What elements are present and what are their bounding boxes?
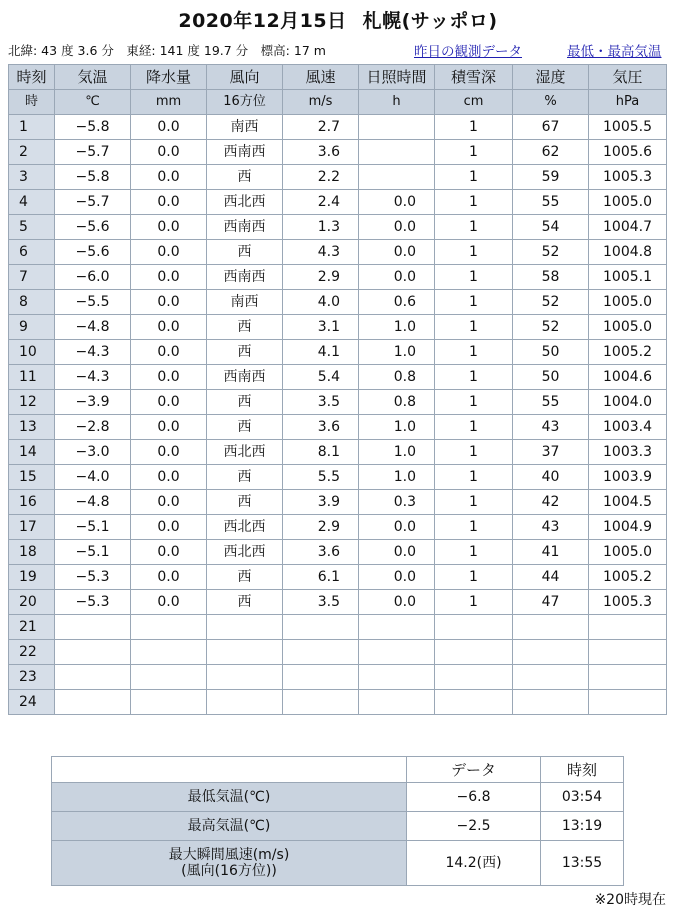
cell-wind-speed: 2.2 <box>283 165 359 190</box>
cell-time: 3 <box>9 165 55 190</box>
cell-wind-speed <box>283 640 359 665</box>
cell-sunshine: 1.0 <box>359 415 435 440</box>
summary-header-item <box>52 757 407 783</box>
cell-precipitation: 0.0 <box>131 190 207 215</box>
cell-pressure: 1003.3 <box>589 440 667 465</box>
cell-wind-direction <box>207 615 283 640</box>
cell-wind-speed: 5.5 <box>283 465 359 490</box>
col-unit-wind-direction: 16方位 <box>207 90 283 115</box>
cell-temperature: −4.8 <box>55 315 131 340</box>
cell-snow-depth: 1 <box>435 565 513 590</box>
cell-precipitation: 0.0 <box>131 115 207 140</box>
cell-temperature: −4.3 <box>55 340 131 365</box>
page-title <box>0 6 676 33</box>
cell-precipitation: 0.0 <box>131 215 207 240</box>
cell-snow-depth: 1 <box>435 315 513 340</box>
cell-humidity: 67 <box>513 115 589 140</box>
cell-snow-depth: 1 <box>435 140 513 165</box>
cell-time: 19 <box>9 565 55 590</box>
cell-time: 10 <box>9 340 55 365</box>
table-row <box>9 615 667 640</box>
table-row <box>9 215 667 240</box>
cell-temperature <box>55 690 131 715</box>
table-row <box>9 115 667 140</box>
cell-pressure <box>589 690 667 715</box>
cell-humidity: 62 <box>513 140 589 165</box>
cell-sunshine <box>359 665 435 690</box>
cell-time: 24 <box>9 690 55 715</box>
cell-pressure: 1004.8 <box>589 240 667 265</box>
cell-humidity <box>513 640 589 665</box>
cell-temperature: −5.1 <box>55 540 131 565</box>
summary-header-time: 時刻 <box>541 757 624 783</box>
table-row <box>9 315 667 340</box>
cell-wind-direction: 西北西 <box>207 540 283 565</box>
summary-time: 03:54 <box>541 783 624 812</box>
cell-time: 14 <box>9 440 55 465</box>
cell-wind-direction: 西 <box>207 240 283 265</box>
table-row <box>9 265 667 290</box>
cell-temperature <box>55 640 131 665</box>
table-row <box>9 290 667 315</box>
cell-time: 16 <box>9 490 55 515</box>
cell-pressure <box>589 640 667 665</box>
cell-wind-speed: 3.6 <box>283 540 359 565</box>
cell-precipitation: 0.0 <box>131 440 207 465</box>
min-max-temp-link[interactable]: 最低・最高気温 <box>567 44 662 60</box>
summary-header-value: データ <box>407 757 541 783</box>
cell-sunshine: 0.0 <box>359 590 435 615</box>
cell-sunshine: 0.6 <box>359 290 435 315</box>
cell-time: 6 <box>9 240 55 265</box>
col-header-precipitation: 降水量 <box>131 65 207 90</box>
table-header-row <box>9 65 667 90</box>
cell-humidity: 47 <box>513 590 589 615</box>
cell-wind-direction: 西 <box>207 490 283 515</box>
table-row <box>9 340 667 365</box>
daily-summary-table <box>51 756 624 886</box>
cell-wind-direction <box>207 640 283 665</box>
cell-pressure: 1003.4 <box>589 415 667 440</box>
cell-wind-direction: 南西 <box>207 290 283 315</box>
cell-sunshine: 0.3 <box>359 490 435 515</box>
cell-pressure: 1005.3 <box>589 165 667 190</box>
col-header-time: 時刻 <box>9 65 55 90</box>
cell-wind-speed: 2.9 <box>283 515 359 540</box>
cell-temperature: −5.8 <box>55 115 131 140</box>
table-row <box>9 465 667 490</box>
col-header-humidity: 湿度 <box>513 65 589 90</box>
table-row <box>9 640 667 665</box>
cell-wind-direction: 西北西 <box>207 515 283 540</box>
cell-pressure: 1005.2 <box>589 565 667 590</box>
cell-temperature: −4.8 <box>55 490 131 515</box>
cell-wind-direction: 西 <box>207 390 283 415</box>
cell-pressure: 1005.0 <box>589 315 667 340</box>
cell-pressure: 1005.0 <box>589 290 667 315</box>
cell-sunshine <box>359 615 435 640</box>
cell-sunshine <box>359 140 435 165</box>
cell-pressure: 1004.9 <box>589 515 667 540</box>
cell-precipitation: 0.0 <box>131 590 207 615</box>
col-unit-snow-depth: cm <box>435 90 513 115</box>
table-row <box>9 365 667 390</box>
cell-humidity <box>513 615 589 640</box>
cell-snow-depth: 1 <box>435 215 513 240</box>
cell-time: 13 <box>9 415 55 440</box>
cell-wind-speed: 2.7 <box>283 115 359 140</box>
cell-sunshine: 0.0 <box>359 240 435 265</box>
cell-time: 9 <box>9 315 55 340</box>
cell-wind-speed: 2.4 <box>283 190 359 215</box>
cell-snow-depth: 1 <box>435 365 513 390</box>
cell-humidity: 52 <box>513 240 589 265</box>
cell-humidity: 43 <box>513 515 589 540</box>
cell-sunshine: 1.0 <box>359 315 435 340</box>
summary-label: 最低気温(℃) <box>52 783 407 812</box>
cell-wind-direction: 西 <box>207 590 283 615</box>
cell-temperature: −6.0 <box>55 265 131 290</box>
cell-sunshine: 1.0 <box>359 465 435 490</box>
table-row <box>9 515 667 540</box>
cell-precipitation: 0.0 <box>131 490 207 515</box>
cell-precipitation: 0.0 <box>131 515 207 540</box>
cell-precipitation: 0.0 <box>131 315 207 340</box>
cell-sunshine: 0.8 <box>359 365 435 390</box>
cell-humidity: 41 <box>513 540 589 565</box>
cell-temperature: −5.7 <box>55 140 131 165</box>
cell-wind-direction: 西南西 <box>207 365 283 390</box>
cell-humidity: 50 <box>513 365 589 390</box>
cell-humidity: 52 <box>513 290 589 315</box>
cell-precipitation: 0.0 <box>131 140 207 165</box>
cell-time: 22 <box>9 640 55 665</box>
col-unit-temperature: ℃ <box>55 90 131 115</box>
cell-snow-depth: 1 <box>435 340 513 365</box>
col-unit-time: 時 <box>9 90 55 115</box>
cell-time: 5 <box>9 215 55 240</box>
summary-value: −6.8 <box>407 783 541 812</box>
cell-snow-depth: 1 <box>435 265 513 290</box>
col-unit-sunshine: h <box>359 90 435 115</box>
cell-humidity: 40 <box>513 465 589 490</box>
summary-time: 13:19 <box>541 812 624 841</box>
cell-wind-direction: 西北西 <box>207 190 283 215</box>
cell-wind-speed: 4.3 <box>283 240 359 265</box>
summary-row <box>52 783 624 812</box>
cell-sunshine: 0.0 <box>359 265 435 290</box>
title-location: 札幌(サッポロ) <box>362 10 498 32</box>
cell-wind-speed: 2.9 <box>283 265 359 290</box>
cell-precipitation: 0.0 <box>131 565 207 590</box>
cell-wind-direction: 西 <box>207 415 283 440</box>
table-row <box>9 540 667 565</box>
summary-time: 13:55 <box>541 841 624 886</box>
cell-pressure: 1003.9 <box>589 465 667 490</box>
cell-humidity <box>513 690 589 715</box>
cell-wind-direction <box>207 690 283 715</box>
cell-temperature: −5.8 <box>55 165 131 190</box>
cell-wind-direction: 西南西 <box>207 265 283 290</box>
table-row <box>9 390 667 415</box>
cell-snow-depth: 1 <box>435 115 513 140</box>
cell-wind-direction: 西南西 <box>207 215 283 240</box>
cell-wind-speed: 4.0 <box>283 290 359 315</box>
cell-pressure: 1005.3 <box>589 590 667 615</box>
title-date: 2020年12月15日 <box>178 10 347 32</box>
col-header-sunshine: 日照時間 <box>359 65 435 90</box>
cell-temperature: −5.6 <box>55 240 131 265</box>
cell-wind-direction: 西南西 <box>207 140 283 165</box>
summary-label: 最大瞬間風速(m/s) (風向(16方位)) <box>52 841 407 886</box>
cell-sunshine: 0.0 <box>359 190 435 215</box>
table-row <box>9 140 667 165</box>
cell-wind-speed: 3.5 <box>283 390 359 415</box>
table-row <box>9 665 667 690</box>
cell-precipitation <box>131 665 207 690</box>
cell-precipitation: 0.0 <box>131 240 207 265</box>
cell-pressure: 1004.7 <box>589 215 667 240</box>
cell-humidity: 42 <box>513 490 589 515</box>
cell-temperature: −4.0 <box>55 465 131 490</box>
summary-header-row <box>52 757 624 783</box>
cell-humidity <box>513 665 589 690</box>
cell-snow-depth: 1 <box>435 540 513 565</box>
cell-pressure <box>589 615 667 640</box>
cell-wind-speed <box>283 615 359 640</box>
cell-precipitation: 0.0 <box>131 415 207 440</box>
cell-time: 2 <box>9 140 55 165</box>
col-unit-humidity: % <box>513 90 589 115</box>
summary-row <box>52 812 624 841</box>
cell-snow-depth: 1 <box>435 190 513 215</box>
cell-pressure: 1005.1 <box>589 265 667 290</box>
cell-humidity: 43 <box>513 415 589 440</box>
cell-sunshine <box>359 115 435 140</box>
cell-sunshine: 0.0 <box>359 565 435 590</box>
cell-temperature: −4.3 <box>55 365 131 390</box>
cell-sunshine: 0.0 <box>359 215 435 240</box>
cell-snow-depth: 1 <box>435 465 513 490</box>
cell-pressure: 1004.5 <box>589 490 667 515</box>
cell-pressure: 1005.2 <box>589 340 667 365</box>
cell-wind-direction: 西北西 <box>207 440 283 465</box>
cell-precipitation: 0.0 <box>131 265 207 290</box>
cell-temperature <box>55 665 131 690</box>
cell-pressure: 1005.5 <box>589 115 667 140</box>
cell-wind-direction: 西 <box>207 465 283 490</box>
table-row <box>9 240 667 265</box>
footnote: ※20時現在 <box>594 892 666 908</box>
cell-snow-depth: 1 <box>435 290 513 315</box>
cell-snow-depth: 1 <box>435 590 513 615</box>
table-row <box>9 415 667 440</box>
cell-precipitation: 0.0 <box>131 540 207 565</box>
cell-precipitation: 0.0 <box>131 340 207 365</box>
table-row <box>9 590 667 615</box>
cell-humidity: 37 <box>513 440 589 465</box>
cell-snow-depth: 1 <box>435 240 513 265</box>
cell-sunshine <box>359 640 435 665</box>
cell-wind-direction: 西 <box>207 165 283 190</box>
cell-precipitation: 0.0 <box>131 465 207 490</box>
cell-wind-speed <box>283 665 359 690</box>
cell-temperature: −5.3 <box>55 565 131 590</box>
table-units-row <box>9 90 667 115</box>
cell-humidity: 59 <box>513 165 589 190</box>
cell-pressure: 1005.0 <box>589 190 667 215</box>
cell-sunshine <box>359 690 435 715</box>
cell-humidity: 58 <box>513 265 589 290</box>
cell-pressure: 1005.6 <box>589 140 667 165</box>
cell-sunshine: 1.0 <box>359 440 435 465</box>
col-header-wind-speed: 風速 <box>283 65 359 90</box>
cell-wind-speed: 6.1 <box>283 565 359 590</box>
cell-temperature: −2.8 <box>55 415 131 440</box>
cell-time: 21 <box>9 615 55 640</box>
cell-time: 8 <box>9 290 55 315</box>
yesterday-data-link[interactable]: 昨日の観測データ <box>414 44 522 60</box>
station-meta <box>8 41 674 59</box>
cell-temperature: −3.9 <box>55 390 131 415</box>
cell-wind-direction: 西 <box>207 340 283 365</box>
cell-precipitation <box>131 640 207 665</box>
cell-time: 1 <box>9 115 55 140</box>
cell-wind-speed <box>283 690 359 715</box>
cell-sunshine: 0.0 <box>359 540 435 565</box>
col-header-snow-depth: 積雪深 <box>435 65 513 90</box>
summary-value: −2.5 <box>407 812 541 841</box>
cell-temperature <box>55 615 131 640</box>
cell-wind-direction: 南西 <box>207 115 283 140</box>
summary-value: 14.2(西) <box>407 841 541 886</box>
cell-precipitation <box>131 690 207 715</box>
table-row <box>9 440 667 465</box>
cell-precipitation <box>131 615 207 640</box>
cell-snow-depth: 1 <box>435 490 513 515</box>
cell-pressure: 1005.0 <box>589 540 667 565</box>
cell-wind-direction: 西 <box>207 315 283 340</box>
cell-wind-speed: 8.1 <box>283 440 359 465</box>
table-row <box>9 690 667 715</box>
cell-wind-speed: 1.3 <box>283 215 359 240</box>
cell-wind-speed: 4.1 <box>283 340 359 365</box>
col-header-pressure: 気圧 <box>589 65 667 90</box>
cell-precipitation: 0.0 <box>131 165 207 190</box>
cell-humidity: 55 <box>513 190 589 215</box>
table-row <box>9 190 667 215</box>
cell-humidity: 50 <box>513 340 589 365</box>
station-coordinates: 北緯: 43 度 3.6 分 東経: 141 度 19.7 分 標高: 17 m <box>8 43 326 58</box>
cell-snow-depth: 1 <box>435 165 513 190</box>
cell-time: 17 <box>9 515 55 540</box>
cell-temperature: −5.1 <box>55 515 131 540</box>
cell-snow-depth: 1 <box>435 440 513 465</box>
col-header-wind-direction: 風向 <box>207 65 283 90</box>
cell-wind-speed: 5.4 <box>283 365 359 390</box>
table-row <box>9 165 667 190</box>
cell-sunshine: 1.0 <box>359 340 435 365</box>
cell-wind-direction <box>207 665 283 690</box>
hourly-observation-table <box>8 64 667 715</box>
cell-temperature: −5.5 <box>55 290 131 315</box>
cell-wind-speed: 3.6 <box>283 415 359 440</box>
cell-temperature: −5.3 <box>55 590 131 615</box>
cell-humidity: 52 <box>513 315 589 340</box>
cell-humidity: 54 <box>513 215 589 240</box>
cell-temperature: −5.6 <box>55 215 131 240</box>
cell-sunshine: 0.8 <box>359 390 435 415</box>
table-row <box>9 565 667 590</box>
col-unit-pressure: hPa <box>589 90 667 115</box>
cell-pressure: 1004.6 <box>589 365 667 390</box>
cell-time: 23 <box>9 665 55 690</box>
cell-wind-speed: 3.5 <box>283 590 359 615</box>
col-header-temperature: 気温 <box>55 65 131 90</box>
col-unit-precipitation: mm <box>131 90 207 115</box>
cell-humidity: 44 <box>513 565 589 590</box>
cell-time: 18 <box>9 540 55 565</box>
cell-snow-depth: 1 <box>435 515 513 540</box>
cell-snow-depth <box>435 690 513 715</box>
cell-precipitation: 0.0 <box>131 290 207 315</box>
cell-time: 4 <box>9 190 55 215</box>
cell-time: 15 <box>9 465 55 490</box>
cell-sunshine <box>359 165 435 190</box>
cell-time: 7 <box>9 265 55 290</box>
cell-humidity: 55 <box>513 390 589 415</box>
cell-wind-direction: 西 <box>207 565 283 590</box>
cell-snow-depth <box>435 640 513 665</box>
cell-snow-depth <box>435 665 513 690</box>
cell-precipitation: 0.0 <box>131 365 207 390</box>
cell-pressure <box>589 665 667 690</box>
cell-precipitation: 0.0 <box>131 390 207 415</box>
cell-temperature: −5.7 <box>55 190 131 215</box>
col-unit-wind-speed: m/s <box>283 90 359 115</box>
summary-label: 最高気温(℃) <box>52 812 407 841</box>
cell-time: 11 <box>9 365 55 390</box>
cell-snow-depth <box>435 615 513 640</box>
cell-time: 12 <box>9 390 55 415</box>
cell-sunshine: 0.0 <box>359 515 435 540</box>
cell-pressure: 1004.0 <box>589 390 667 415</box>
summary-row <box>52 841 624 886</box>
table-row <box>9 490 667 515</box>
cell-snow-depth: 1 <box>435 415 513 440</box>
cell-snow-depth: 1 <box>435 390 513 415</box>
cell-wind-speed: 3.6 <box>283 140 359 165</box>
cell-temperature: −3.0 <box>55 440 131 465</box>
cell-wind-speed: 3.9 <box>283 490 359 515</box>
cell-wind-speed: 3.1 <box>283 315 359 340</box>
cell-time: 20 <box>9 590 55 615</box>
